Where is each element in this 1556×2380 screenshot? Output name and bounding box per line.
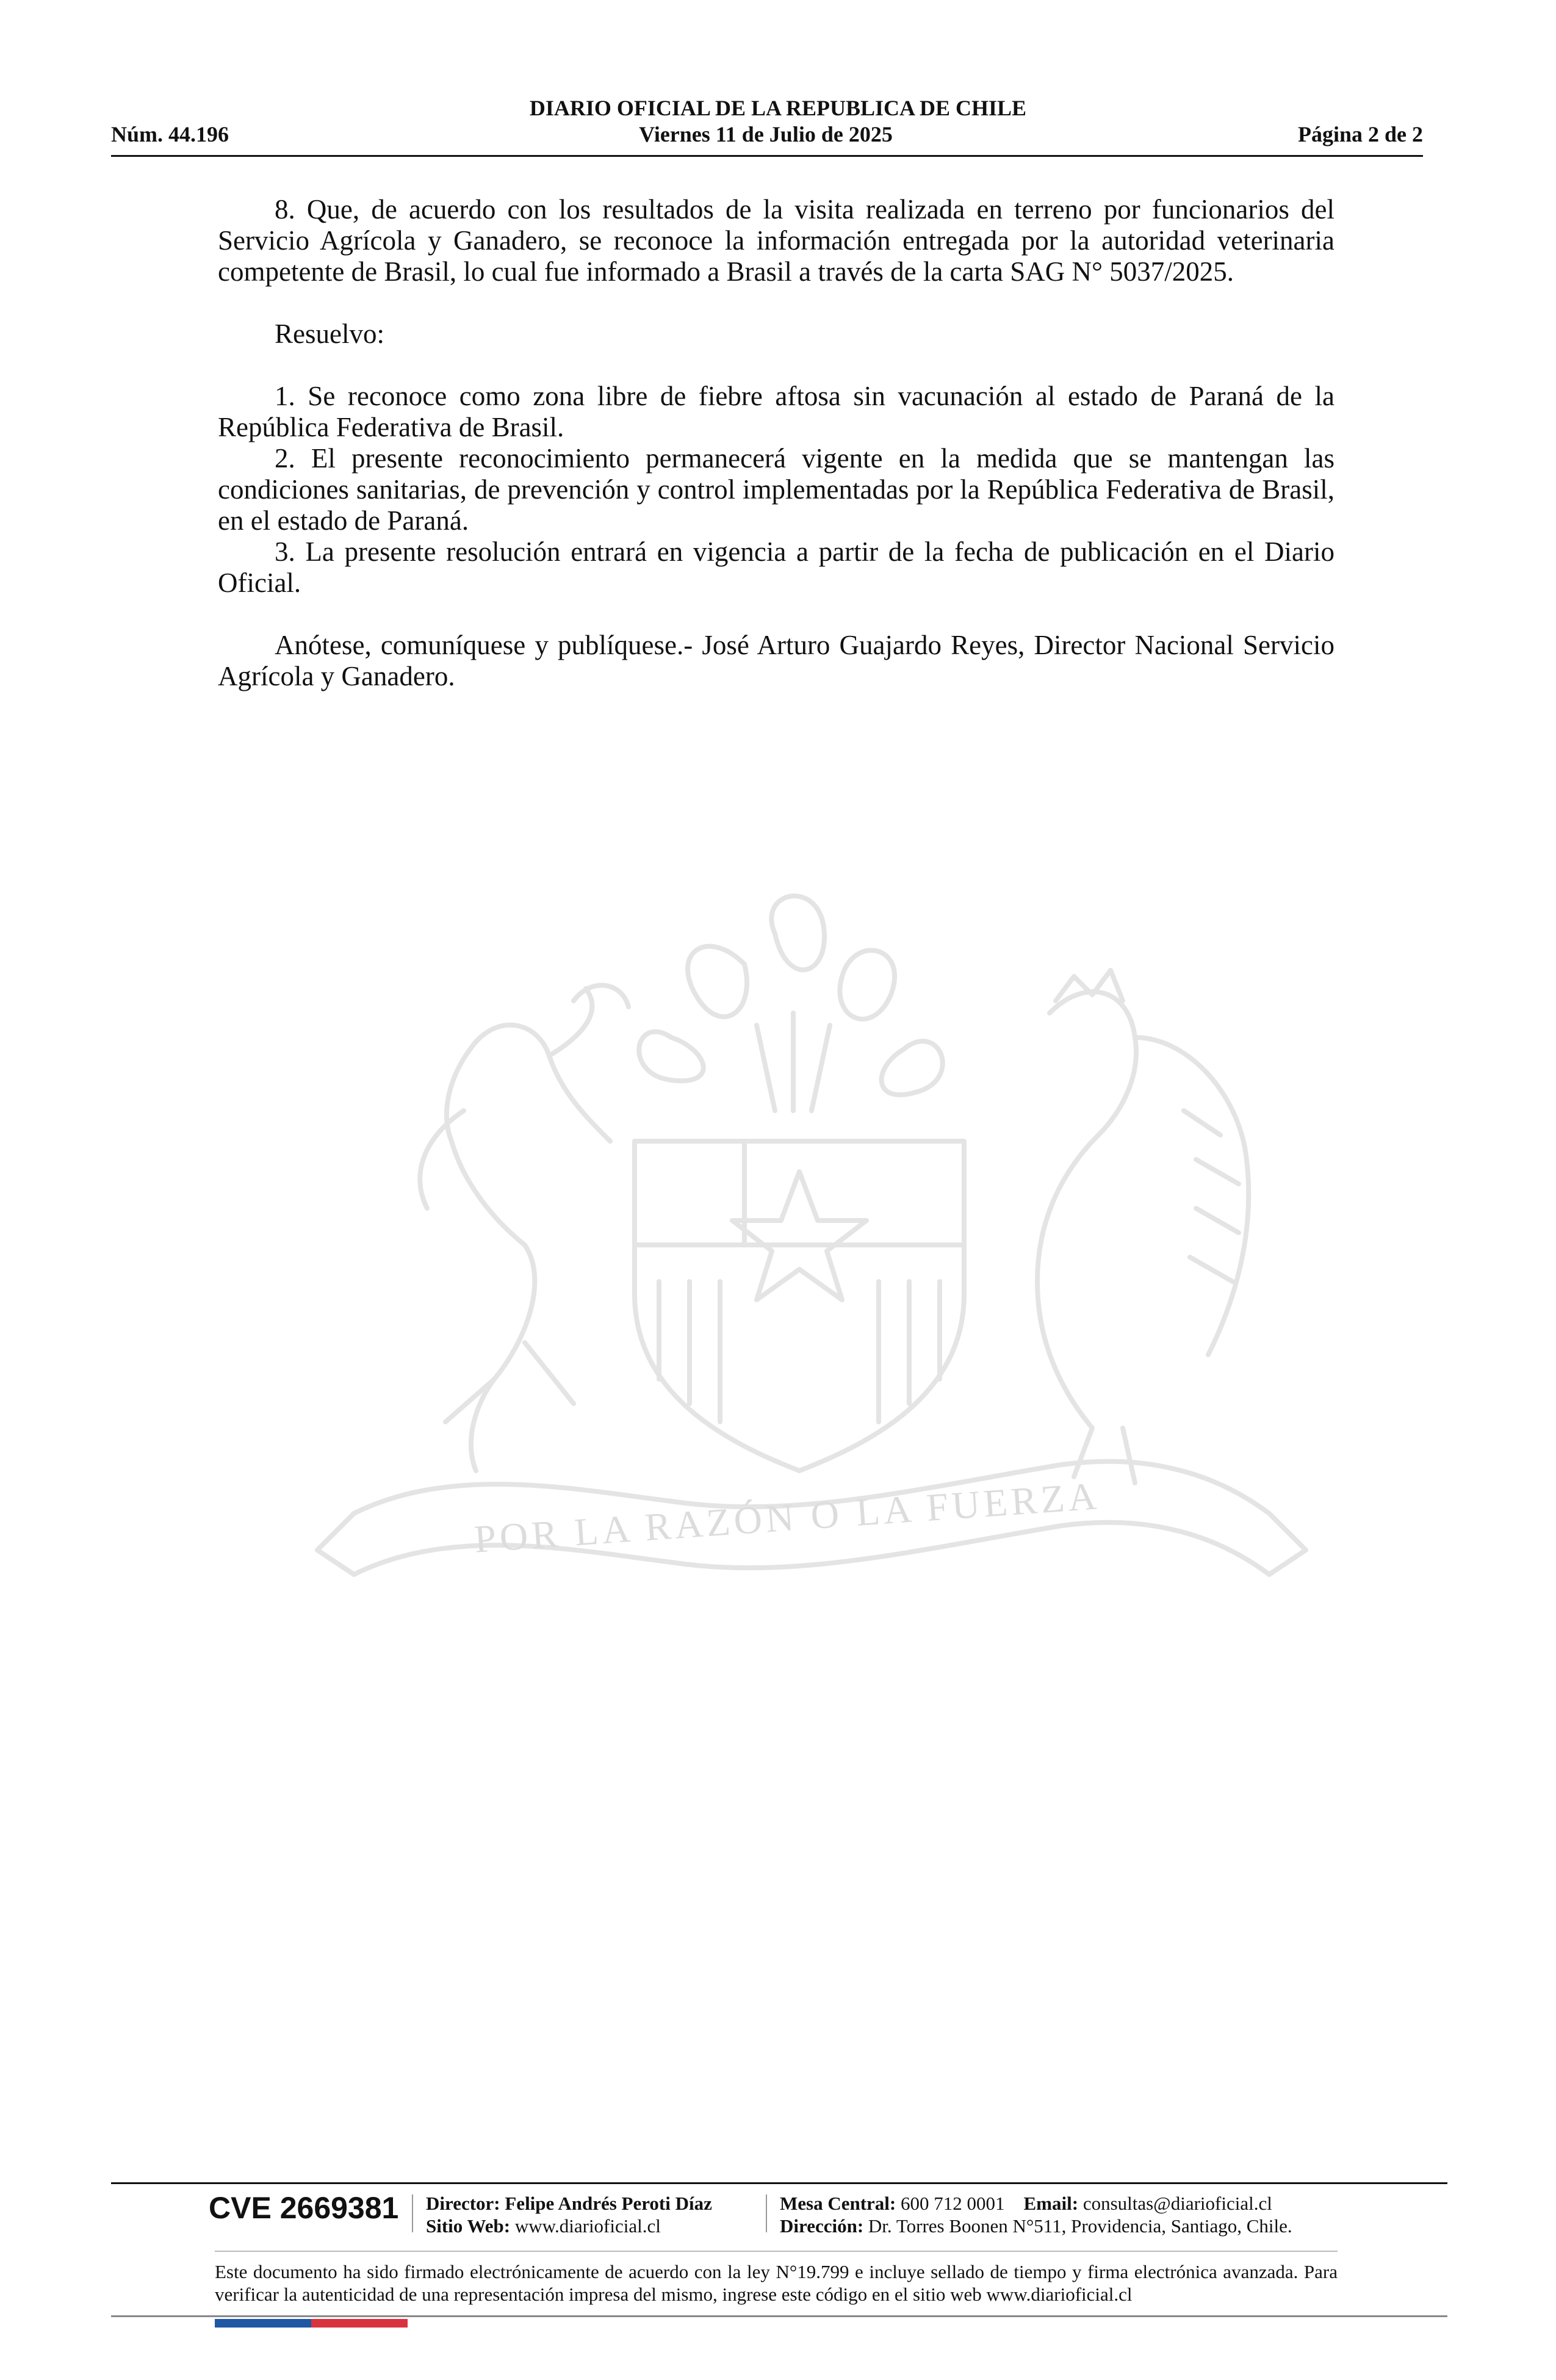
coat-of-arms-watermark [207,854,1342,1672]
issue-number: Núm. 44.196 [111,122,229,146]
cve-code: CVE 2669381 [209,2191,399,2225]
resuelvo-heading: Resuelvo: [275,319,384,349]
footer-separator [766,2194,767,2232]
page-indicator: Página 2 de 2 [1297,122,1423,146]
header-divider [111,155,1423,157]
electronic-signature-note: Este documento ha sido firmado electrónicamente de acuerdo con la ley N°19.799 e incluye sellado de tiempo y firma electrónica avanzada. Para verificar la autenticidad de una representación impresa del mismo, ingrese este código en el sitio web www.diarioficial.cl [215,2261,1338,2305]
footer-separator [412,2194,413,2232]
condor-watermark-icon [1037,970,1248,1483]
paragraph-8: 8. Que, de acuerdo con los resultados de la visita realizada en terreno por funcionarios del Servicio Agrícola y Ganadero, se reconoce la información entregada por la autoridad veterinaria competente de Brasil, lo cual fue informado a Brasil a través de la carta SAG N° 5037/2025. [218,194,1334,287]
plumes-watermark-icon [639,896,943,1111]
document-body [218,194,1334,692]
footer-top-divider [111,2182,1447,2184]
resolution-item-3: 3. La presente resolución entrará en vigencia a partir de la fecha de publicación en el Diario Oficial. [218,536,1334,598]
email-link[interactable]: consultas@diarioficial.cl [1082,2193,1272,2214]
newspaper-title: DIARIO OFICIAL DE LA REPUBLICA DE CHILE [529,96,1027,120]
huemul-watermark-icon [420,986,629,1471]
resolution-item-1: 1. Se reconoce como zona libre de fiebre aftosa sin vacunación al estado de Paraná de la República Federativa de Brasil. [218,381,1334,442]
phone-label: Mesa Central: [780,2193,896,2214]
flag-stripe-red [311,2319,408,2328]
footer-contact-block [780,2192,1292,2237]
footer-director-block [426,2192,712,2237]
closing-signature: Anótese, comuníquese y publíquese.- José Arturo Guajardo Reyes, Director Nacional Servicio Agrícola y Ganadero. [218,630,1334,691]
website-label: Sitio Web: [426,2215,511,2237]
footer-bottom-divider [111,2315,1447,2317]
coat-of-arms-motto: POR LA RAZÓN O LA FUERZA [472,1474,1102,1561]
phone-number: 600 712 0001 [901,2193,1005,2214]
address-value: Dr. Torres Boonen N°511, Providencia, Santiago, Chile. [868,2215,1292,2237]
resolution-item-2: 2. El presente reconocimiento permanecerá vigente en la medida que se mantengan las condiciones sanitarias, de prevención y control implementadas por la República Federativa de Brasil, en el estado de Paraná. [218,443,1334,536]
email-label: Email: [1023,2193,1079,2214]
flag-stripe-blue [215,2319,311,2328]
website-link[interactable]: www.diarioficial.cl [514,2215,661,2237]
shield-watermark-icon [635,1141,964,1471]
publication-date: Viernes 11 de Julio de 2025 [639,122,893,146]
director-name: Felipe Andrés Peroti Díaz [505,2193,712,2214]
director-label: Director: [426,2193,500,2214]
footer-mid-divider [215,2251,1338,2252]
address-label: Dirección: [780,2215,864,2237]
